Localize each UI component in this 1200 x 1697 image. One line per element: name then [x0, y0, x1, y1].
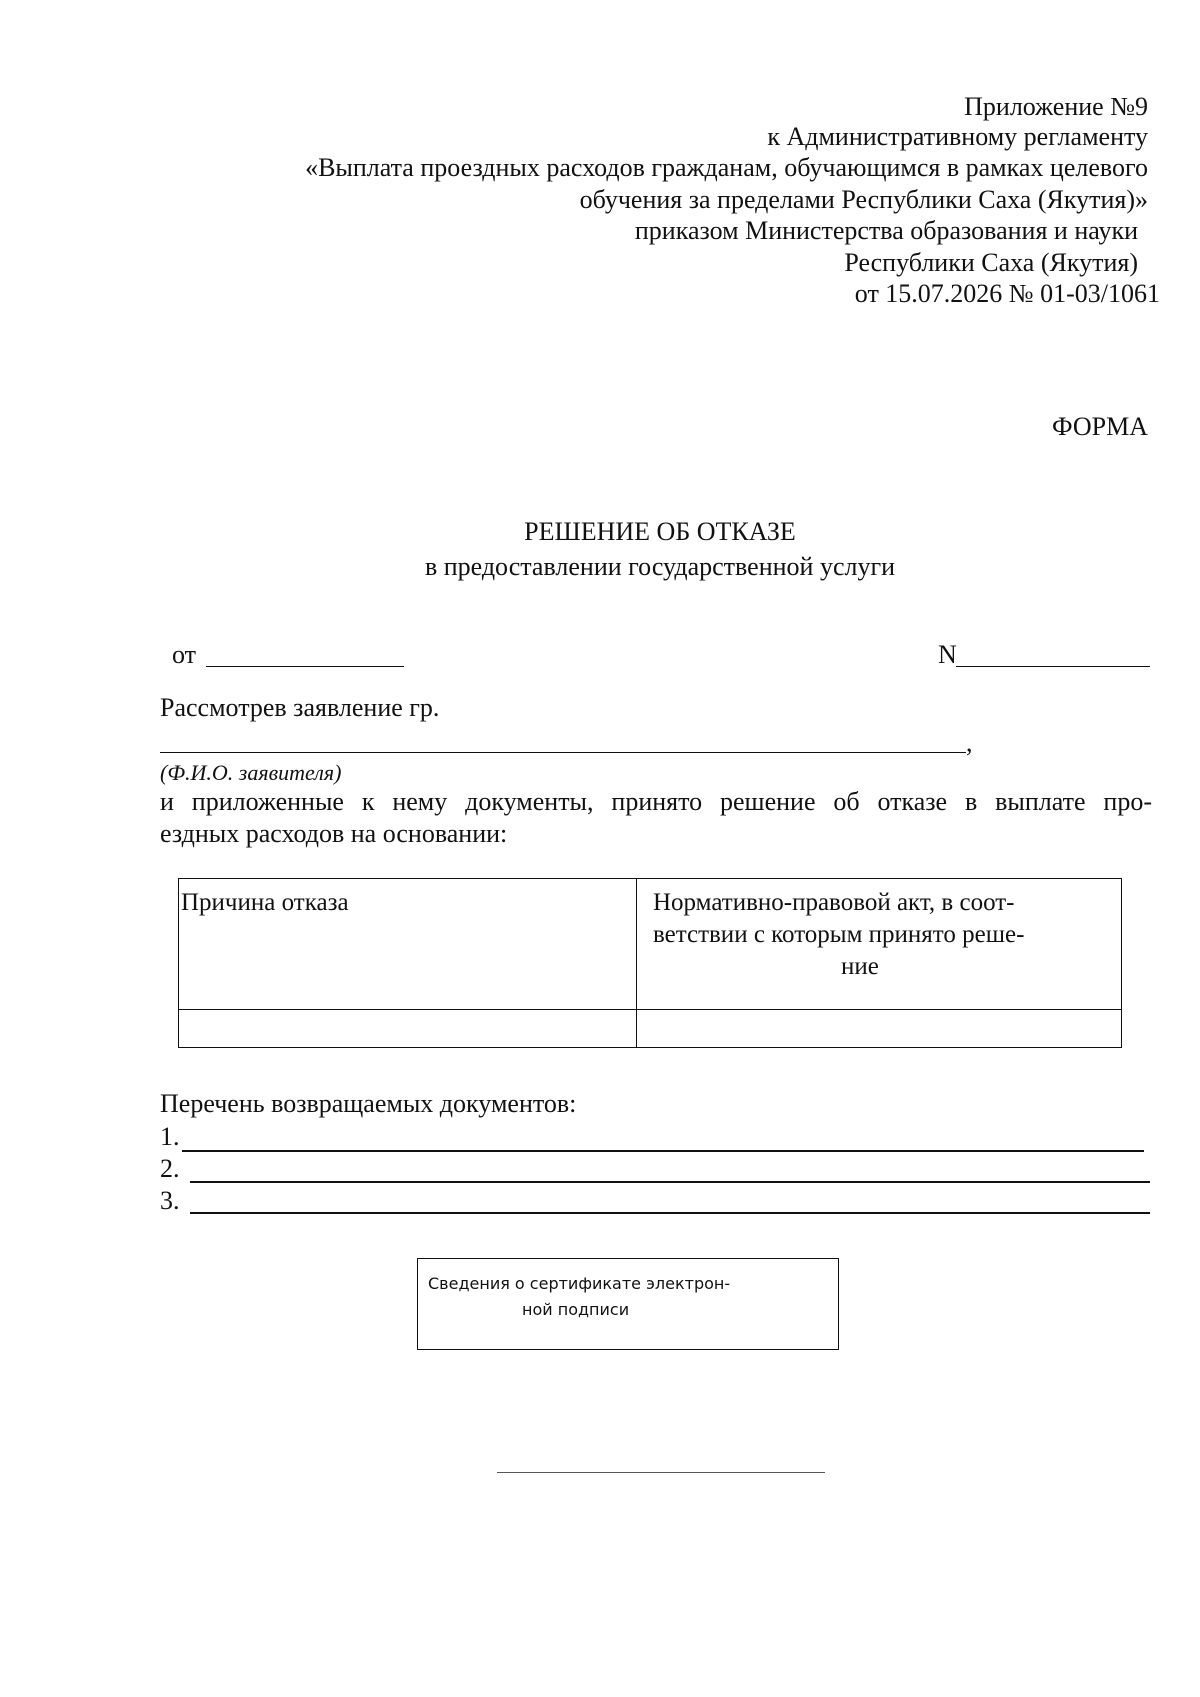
form-label: ФОРМА: [1052, 412, 1148, 441]
table-header-legal-act-line2: ветствии с которым принято реше-: [653, 921, 1025, 948]
table-row-divider: [179, 1009, 1121, 1010]
returned-docs-heading: Перечень возвращаемых документов:: [160, 1089, 577, 1118]
decision-text-line1: и приложенные к нему документы, принято решение об отказе в выплате про-: [160, 787, 1152, 816]
service-name-line2: обучения за пределами Республики Саха (Якутия)»: [579, 185, 1148, 214]
service-name-line1: «Выплата проездных расходов гражданам, обучающимся в рамках целевого: [305, 153, 1148, 182]
applicant-comma: ,: [966, 728, 973, 757]
returned-doc-item-3: 3.: [160, 1186, 180, 1215]
returned-doc-item-2: 2.: [160, 1154, 180, 1183]
date-label: от: [172, 640, 197, 669]
returned-doc-line-1: [182, 1150, 1144, 1152]
document-title: РЕШЕНИЕ ОБ ОТКАЗЕ: [524, 517, 796, 546]
decision-text-line2: ездных расходов на основании:: [160, 819, 508, 848]
returned-doc-item-1: 1.: [160, 1122, 180, 1151]
order-issuer-line2: Республики Саха (Якутия): [844, 248, 1138, 277]
returned-doc-line-3: [190, 1212, 1150, 1214]
appendix-number: Приложение №9: [964, 92, 1148, 121]
signature-certificate-box: [417, 1258, 839, 1350]
table-header-legal-act-line1: Нормативно-правовой акт, в соот-: [653, 889, 1015, 916]
table-header-reason: Причина отказа: [181, 889, 349, 916]
number-blank-line: [956, 666, 1150, 667]
signature-box-line1: Сведения о сертификате электрон-: [428, 1274, 731, 1293]
refusal-reasons-table: [178, 878, 1122, 1048]
applicant-name-line: [160, 752, 966, 753]
number-label: N: [938, 640, 957, 669]
returned-doc-line-2: [190, 1181, 1150, 1183]
applicant-caption: (Ф.И.О. заявителя): [160, 760, 342, 785]
considering-text: Рассмотрев заявление гр.: [160, 693, 440, 722]
order-date-number: от 15.07.2026 № 01-03/1061: [854, 279, 1160, 308]
table-column-divider: [636, 879, 637, 1047]
table-header-legal-act-line3: ние: [841, 953, 879, 980]
document-subtitle: в предоставлении государственной услуги: [424, 552, 896, 581]
order-issuer-line1: приказом Министерства образования и науки: [634, 216, 1138, 245]
signature-box-line2: ной подписи: [522, 1300, 630, 1319]
date-blank-line: [206, 666, 404, 667]
regulation-reference: к Административному регламенту: [767, 122, 1148, 151]
footer-separator: [497, 1472, 825, 1473]
